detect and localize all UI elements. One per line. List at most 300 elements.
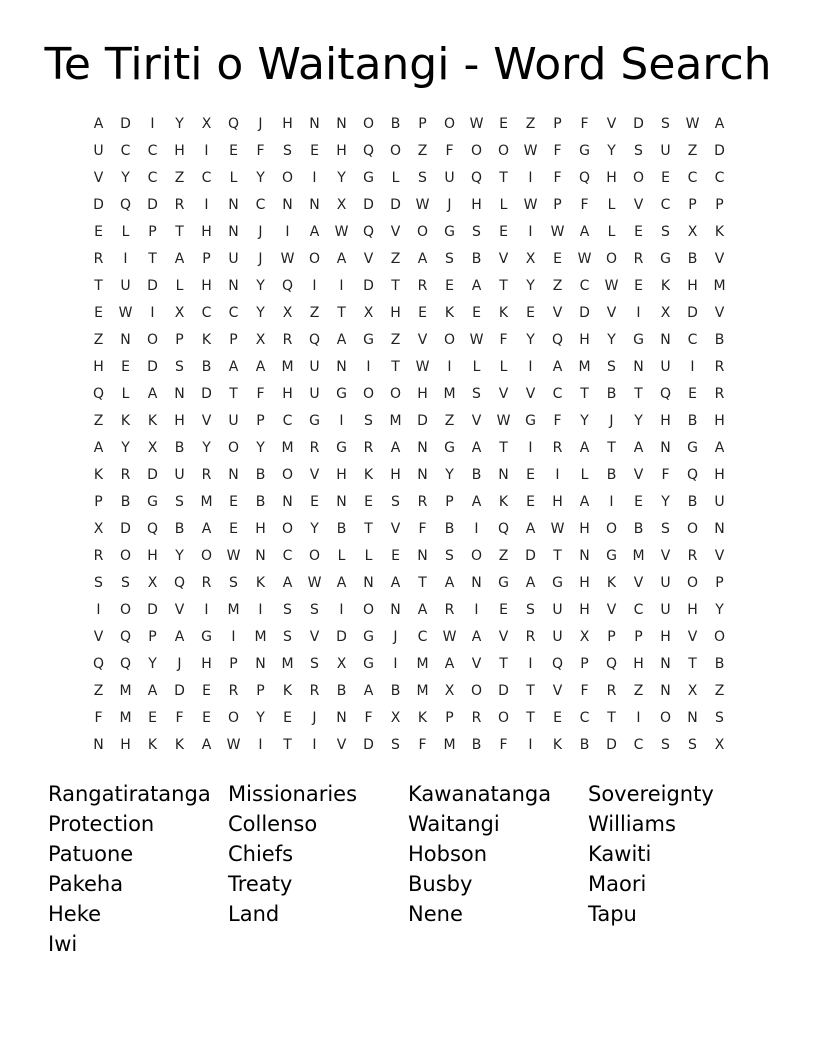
grid-letter: A xyxy=(336,332,347,348)
grid-letter: W xyxy=(496,413,511,429)
grid-letter: E xyxy=(526,467,535,483)
grid-letter: U xyxy=(660,143,671,159)
grid-letter: H xyxy=(552,494,563,510)
word-list-item: Pakeha xyxy=(48,872,124,896)
grid-letter: I xyxy=(609,494,614,510)
grid-letter: U xyxy=(552,602,563,618)
word-list-item: Missionaries xyxy=(228,782,358,806)
grid-letter: M xyxy=(443,386,456,402)
grid-letter: Q xyxy=(146,521,159,537)
grid-letter: Q xyxy=(173,575,186,591)
grid-letter: A xyxy=(552,359,563,375)
grid-letter: Y xyxy=(148,656,157,672)
grid-letter: A xyxy=(390,575,401,591)
grid-letter: M xyxy=(416,656,429,672)
word-list-item: Patuone xyxy=(48,842,134,866)
grid-letter: H xyxy=(255,521,266,537)
grid-letter: X xyxy=(714,737,725,753)
grid-letter: E xyxy=(553,710,562,726)
grid-row xyxy=(85,381,733,408)
grid-letter: X xyxy=(147,575,158,591)
grid-letter: S xyxy=(526,602,535,618)
grid-letter: A xyxy=(444,656,455,672)
grid-letter: F xyxy=(418,737,427,753)
grid-letter: M xyxy=(632,548,645,564)
grid-row xyxy=(85,192,733,219)
grid-letter: A xyxy=(201,521,212,537)
grid-row xyxy=(85,732,733,759)
grid-letter: U xyxy=(660,602,671,618)
grid-row xyxy=(85,624,733,651)
grid-letter: Z xyxy=(390,332,401,348)
grid-letter: R xyxy=(93,548,104,564)
grid-letter: I xyxy=(123,251,128,267)
grid-letter: P xyxy=(229,656,238,672)
grid-letter: U xyxy=(93,143,104,159)
grid-letter: K xyxy=(93,467,104,483)
grid-letter: W xyxy=(442,629,457,645)
grid-letter: O xyxy=(281,170,294,186)
grid-letter: N xyxy=(336,116,347,132)
grid-letter: P xyxy=(715,197,724,213)
grid-letter: G xyxy=(444,440,455,456)
grid-letter: P xyxy=(202,251,211,267)
grid-letter: D xyxy=(363,278,374,294)
grid-letter: A xyxy=(390,440,401,456)
grid-letter: M xyxy=(200,494,213,510)
grid-letter: T xyxy=(418,575,427,591)
grid-letter: X xyxy=(282,305,293,321)
grid-letter: K xyxy=(552,737,563,753)
grid-letter: Q xyxy=(227,116,240,132)
grid-letter: W xyxy=(280,251,295,267)
grid-letter: C xyxy=(633,737,644,753)
grid-letter: N xyxy=(471,575,482,591)
grid-letter: A xyxy=(174,251,185,267)
grid-letter: S xyxy=(310,656,319,672)
grid-letter: M xyxy=(416,683,429,699)
grid-letter: M xyxy=(227,602,240,618)
grid-letter: L xyxy=(580,467,589,483)
grid-letter: F xyxy=(580,683,589,699)
grid-letter: T xyxy=(499,440,508,456)
grid-letter: Y xyxy=(175,116,184,132)
grid-letter: C xyxy=(579,710,590,726)
grid-letter: Y xyxy=(256,305,265,321)
grid-letter: X xyxy=(687,683,698,699)
grid-letter: H xyxy=(633,656,644,672)
grid-letter: L xyxy=(337,548,346,564)
grid-letter: O xyxy=(713,629,726,645)
grid-letter: X xyxy=(525,251,536,267)
grid-row xyxy=(85,408,733,435)
word-list-item: Waitangi xyxy=(408,812,500,836)
grid-letter: I xyxy=(366,359,371,375)
grid-letter: W xyxy=(307,575,322,591)
grid-letter: P xyxy=(553,116,562,132)
grid-letter: O xyxy=(389,386,402,402)
grid-letter: N xyxy=(228,467,239,483)
grid-row xyxy=(85,354,733,381)
grid-letter: Y xyxy=(175,548,184,564)
grid-letter: X xyxy=(390,710,401,726)
grid-letter: U xyxy=(120,278,131,294)
grid-letter: H xyxy=(201,278,212,294)
grid-letter: N xyxy=(336,359,347,375)
grid-letter: Y xyxy=(121,440,130,456)
grid-letter: H xyxy=(687,602,698,618)
grid-letter: Q xyxy=(119,629,132,645)
grid-letter: N xyxy=(255,656,266,672)
grid-letter: H xyxy=(579,332,590,348)
grid-letter: R xyxy=(606,683,617,699)
grid-letter: B xyxy=(120,494,131,510)
grid-letter: H xyxy=(471,197,482,213)
grid-letter: D xyxy=(120,116,131,132)
grid-letter: A xyxy=(147,683,158,699)
grid-letter: S xyxy=(688,737,697,753)
grid-letter: V xyxy=(714,548,725,564)
grid-letter: Q xyxy=(605,656,618,672)
grid-letter: O xyxy=(470,548,483,564)
grid-letter: M xyxy=(281,656,294,672)
grid-letter: T xyxy=(607,440,616,456)
grid-letter: Q xyxy=(551,656,564,672)
grid-letter: Q xyxy=(92,656,105,672)
grid-letter: R xyxy=(309,683,320,699)
grid-letter: S xyxy=(607,359,616,375)
grid-letter: D xyxy=(363,737,374,753)
grid-letter: E xyxy=(364,494,373,510)
grid-letter: Y xyxy=(256,710,265,726)
grid-letter: C xyxy=(147,143,158,159)
grid-letter: Q xyxy=(470,170,483,186)
grid-letter: Z xyxy=(552,278,563,294)
grid-letter: G xyxy=(336,386,347,402)
grid-letter: O xyxy=(443,332,456,348)
grid-letter: B xyxy=(201,359,212,375)
word-list-item: Maori xyxy=(588,872,647,896)
grid-letter: R xyxy=(417,278,428,294)
grid-letter: Z xyxy=(444,413,455,429)
grid-letter: F xyxy=(418,521,427,537)
grid-letter: T xyxy=(391,278,400,294)
grid-letter: T xyxy=(634,386,643,402)
grid-letter: J xyxy=(258,224,263,240)
grid-letter: K xyxy=(606,575,617,591)
grid-row xyxy=(85,273,733,300)
grid-letter: J xyxy=(312,710,317,726)
grid-letter: V xyxy=(714,305,725,321)
grid-letter: M xyxy=(713,278,726,294)
grid-letter: L xyxy=(229,170,238,186)
grid-letter: I xyxy=(285,224,290,240)
grid-letter: C xyxy=(633,602,644,618)
grid-letter: V xyxy=(606,602,617,618)
grid-letter: I xyxy=(258,737,263,753)
grid-letter: O xyxy=(389,143,402,159)
grid-letter: P xyxy=(256,683,265,699)
grid-letter: W xyxy=(523,143,538,159)
grid-letter: A xyxy=(147,386,158,402)
grid-letter: V xyxy=(660,548,671,564)
grid-letter: B xyxy=(174,521,185,537)
grid-letter: Z xyxy=(390,251,401,267)
grid-letter: S xyxy=(283,629,292,645)
grid-letter: E xyxy=(688,386,697,402)
grid-letter: O xyxy=(416,224,429,240)
grid-letter: O xyxy=(659,710,672,726)
grid-letter: O xyxy=(470,143,483,159)
grid-letter: W xyxy=(550,521,565,537)
grid-letter: O xyxy=(443,116,456,132)
grid-letter: G xyxy=(201,629,212,645)
grid-letter: U xyxy=(174,467,185,483)
grid-letter: B xyxy=(471,251,482,267)
grid-letter: D xyxy=(498,683,509,699)
grid-letter: R xyxy=(525,629,536,645)
grid-letter: R xyxy=(687,548,698,564)
grid-letter: G xyxy=(525,413,536,429)
grid-letter: C xyxy=(687,332,698,348)
grid-letter: G xyxy=(579,143,590,159)
grid-letter: O xyxy=(605,251,618,267)
grid-letter: Q xyxy=(362,143,375,159)
grid-letter: Y xyxy=(634,413,643,429)
grid-letter: A xyxy=(201,737,212,753)
grid-letter: X xyxy=(660,305,671,321)
grid-letter: K xyxy=(417,710,428,726)
grid-letter: T xyxy=(337,305,346,321)
grid-letter: M xyxy=(443,737,456,753)
grid-letter: E xyxy=(310,143,319,159)
grid-letter: I xyxy=(339,602,344,618)
grid-letter: A xyxy=(471,629,482,645)
grid-letter: F xyxy=(580,197,589,213)
grid-letter: D xyxy=(93,197,104,213)
grid-letter: T xyxy=(94,278,103,294)
grid-letter: E xyxy=(229,494,238,510)
grid-letter: I xyxy=(231,629,236,645)
grid-letter: N xyxy=(228,197,239,213)
grid-letter: V xyxy=(174,602,185,618)
grid-letter: E xyxy=(202,710,211,726)
grid-letter: V xyxy=(714,251,725,267)
grid-letter: A xyxy=(471,494,482,510)
grid-letter: K xyxy=(363,467,374,483)
grid-letter: N xyxy=(579,548,590,564)
grid-letter: J xyxy=(177,656,182,672)
grid-letter: S xyxy=(715,710,724,726)
grid-letter: I xyxy=(393,656,398,672)
grid-letter: Z xyxy=(174,170,185,186)
grid-letter: S xyxy=(472,224,481,240)
grid-letter: E xyxy=(553,251,562,267)
grid-letter: C xyxy=(282,548,293,564)
grid-letter: L xyxy=(121,224,130,240)
grid-letter: Z xyxy=(687,143,698,159)
grid-letter: O xyxy=(281,467,294,483)
grid-letter: Z xyxy=(714,683,725,699)
grid-letter: F xyxy=(553,170,562,186)
grid-letter: E xyxy=(526,494,535,510)
grid-letter: T xyxy=(607,710,616,726)
grid-letter: T xyxy=(580,386,589,402)
grid-letter: N xyxy=(228,278,239,294)
grid-letter: X xyxy=(687,224,698,240)
grid-letter: L xyxy=(499,359,508,375)
grid-letter: P xyxy=(94,494,103,510)
grid-letter: G xyxy=(147,494,158,510)
grid-letter: D xyxy=(147,602,158,618)
grid-letter: K xyxy=(174,737,185,753)
grid-letter: E xyxy=(94,224,103,240)
grid-letter: F xyxy=(445,143,454,159)
grid-letter: O xyxy=(497,710,510,726)
grid-letter: N xyxy=(309,116,320,132)
grid-letter: D xyxy=(633,116,644,132)
grid-letter: V xyxy=(498,629,509,645)
grid-letter: W xyxy=(118,305,133,321)
grid-row xyxy=(85,651,733,678)
grid-letter: H xyxy=(579,575,590,591)
grid-letter: E xyxy=(472,305,481,321)
grid-letter: B xyxy=(255,494,266,510)
grid-letter: O xyxy=(470,683,483,699)
grid-letter: I xyxy=(447,359,452,375)
grid-letter: F xyxy=(175,710,184,726)
grid-letter: T xyxy=(364,521,373,537)
grid-letter: Q xyxy=(119,197,132,213)
grid-letter: D xyxy=(147,359,158,375)
grid-row xyxy=(85,165,733,192)
grid-letter: E xyxy=(445,278,454,294)
grid-letter: X xyxy=(363,305,374,321)
grid-letter: T xyxy=(175,224,184,240)
grid-letter: N xyxy=(336,710,347,726)
grid-letter: B xyxy=(687,413,698,429)
grid-letter: T xyxy=(391,359,400,375)
grid-letter: I xyxy=(204,197,209,213)
word-list-item: Iwi xyxy=(48,932,78,956)
grid-letter: O xyxy=(362,602,375,618)
grid-letter: A xyxy=(93,116,104,132)
grid-letter: O xyxy=(362,116,375,132)
grid-letter: K xyxy=(201,332,212,348)
grid-letter: A xyxy=(282,575,293,591)
grid-letter: Q xyxy=(92,386,105,402)
grid-letter: L xyxy=(607,224,616,240)
grid-letter: B xyxy=(471,467,482,483)
grid-letter: F xyxy=(661,467,670,483)
grid-letter: X xyxy=(579,629,590,645)
grid-letter: N xyxy=(363,575,374,591)
word-list-item: Tapu xyxy=(588,902,637,926)
grid-letter: B xyxy=(390,116,401,132)
grid-letter: W xyxy=(469,332,484,348)
grid-letter: H xyxy=(417,386,428,402)
grid-letter: E xyxy=(418,305,427,321)
grid-letter: V xyxy=(633,467,644,483)
grid-letter: L xyxy=(121,386,130,402)
word-list-item: Hobson xyxy=(408,842,488,866)
grid-letter: M xyxy=(119,710,132,726)
grid-letter: U xyxy=(444,170,455,186)
grid-letter: A xyxy=(417,602,428,618)
grid-letter: S xyxy=(418,170,427,186)
grid-letter: X xyxy=(255,332,266,348)
grid-letter: A xyxy=(714,116,725,132)
grid-letter: D xyxy=(606,737,617,753)
grid-letter: S xyxy=(94,575,103,591)
grid-letter: S xyxy=(229,575,238,591)
grid-letter: T xyxy=(526,710,535,726)
grid-letter: V xyxy=(363,251,374,267)
grid-letter: U xyxy=(228,413,239,429)
grid-letter: T xyxy=(526,683,535,699)
grid-letter: E xyxy=(526,305,535,321)
grid-letter: A xyxy=(579,440,590,456)
grid-letter: X xyxy=(93,521,104,537)
grid-letter: Y xyxy=(256,170,265,186)
grid-letter: D xyxy=(174,683,185,699)
grid-letter: A xyxy=(93,440,104,456)
grid-letter: S xyxy=(661,116,670,132)
grid-letter: F xyxy=(499,737,508,753)
grid-letter: A xyxy=(525,521,536,537)
grid-letter: K xyxy=(147,737,158,753)
grid-letter: C xyxy=(282,413,293,429)
grid-letter: V xyxy=(471,656,482,672)
grid-letter: K xyxy=(660,278,671,294)
grid-letter: B xyxy=(471,737,482,753)
grid-letter: B xyxy=(714,656,725,672)
word-list-item: Protection xyxy=(48,812,155,836)
grid-letter: S xyxy=(364,413,373,429)
grid-letter: A xyxy=(336,575,347,591)
grid-letter: E xyxy=(229,521,238,537)
grid-letter: R xyxy=(714,386,725,402)
grid-letter: H xyxy=(390,467,401,483)
grid-letter: I xyxy=(258,602,263,618)
grid-letter: N xyxy=(714,521,725,537)
grid-letter: J xyxy=(258,251,263,267)
grid-letter: E xyxy=(634,494,643,510)
grid-letter: E xyxy=(121,359,130,375)
grid-letter: X xyxy=(147,440,158,456)
grid-letter: S xyxy=(472,386,481,402)
grid-letter: S xyxy=(175,494,184,510)
grid-letter: Y xyxy=(310,521,319,537)
grid-letter: I xyxy=(339,413,344,429)
grid-letter: C xyxy=(201,305,212,321)
grid-letter: N xyxy=(660,440,671,456)
grid-letter: H xyxy=(201,656,212,672)
grid-letter: E xyxy=(283,710,292,726)
grid-letter: S xyxy=(310,602,319,618)
grid-letter: E xyxy=(634,278,643,294)
grid-letter: E xyxy=(229,143,238,159)
grid-letter: I xyxy=(339,278,344,294)
grid-letter: I xyxy=(96,602,101,618)
grid-letter: S xyxy=(391,737,400,753)
grid-letter: Z xyxy=(93,413,104,429)
grid-letter: O xyxy=(119,602,132,618)
grid-letter: I xyxy=(528,656,533,672)
grid-letter: K xyxy=(498,305,509,321)
grid-letter: J xyxy=(258,116,263,132)
grid-letter: W xyxy=(577,251,592,267)
